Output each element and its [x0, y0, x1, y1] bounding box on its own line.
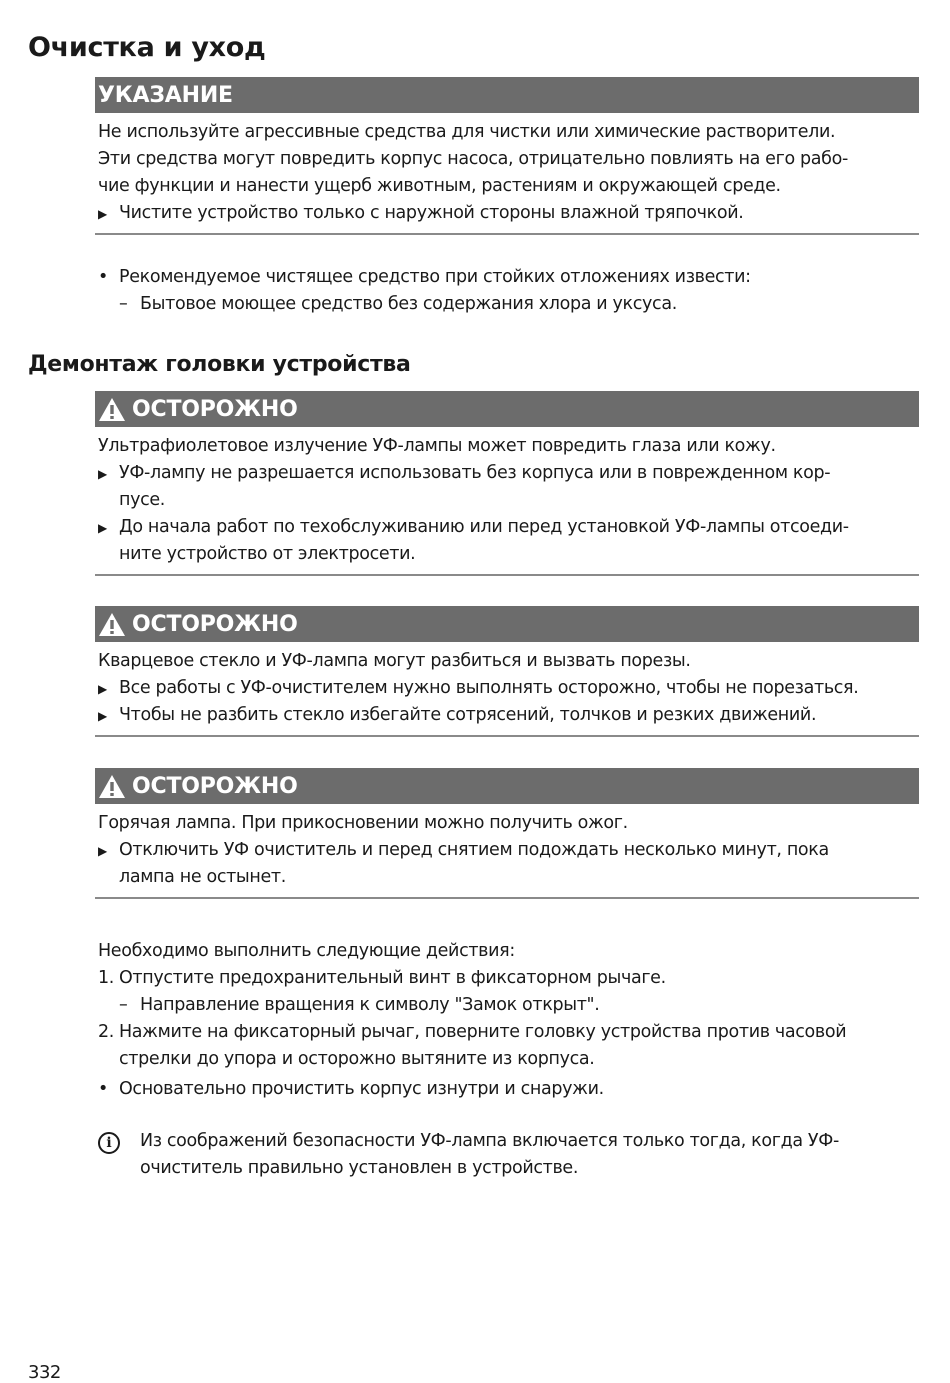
caution-header	[95, 606, 919, 642]
caution-header-text: ОСТОРОЖНО	[132, 611, 298, 637]
caution-action-text: Чтобы не разбить стекло избегайте сотрясений, толчков и резких движений.	[119, 705, 817, 725]
caution-line: Кварцевое стекло и УФ-лампа могут разбиться и вызвать порезы.	[98, 651, 691, 671]
steps-bullet-text: Основательно прочистить корпус изнутри и снаружи.	[119, 1079, 604, 1099]
step-item	[98, 965, 846, 992]
arrow-right-icon: ▶	[98, 844, 107, 858]
step-dash	[98, 992, 846, 1019]
steps-intro: Необходимо выполнить следующие действия:	[98, 941, 515, 961]
caution-action	[98, 837, 919, 891]
arrow-right-icon: ▶	[98, 521, 107, 535]
bullet-icon: •	[98, 1079, 108, 1099]
page-number: 332	[28, 1362, 61, 1383]
notice-action-text: Чистите устройство только с наружной стороны влажной тряпочкой.	[119, 203, 744, 223]
caution-action-line: ните устройство от электросети.	[119, 544, 416, 564]
steps-bullet	[98, 1076, 846, 1103]
caution-action-line: До начала работ по техобслуживанию или перед установкой УФ-лампы отсоеди-	[119, 517, 849, 537]
dash-icon: –	[119, 995, 128, 1015]
steps	[98, 938, 846, 1103]
caution-action	[98, 460, 919, 514]
caution-header	[95, 391, 919, 427]
notice-line: Не используйте агрессивные средства для чистки или химические растворители.	[98, 122, 836, 142]
page-title: Очистка и уход	[28, 32, 266, 63]
caution-action-line: лампа не остынет.	[119, 867, 286, 887]
caution-header-text: ОСТОРОЖНО	[132, 396, 298, 422]
caution-action-line: УФ-лампу не разрешается использовать без корпуса или в поврежденном кор-	[119, 463, 831, 483]
caution-box-uv	[95, 391, 919, 576]
notice-line: Эти средства могут повредить корпус насоса, отрицательно повлиять на его рабо-	[98, 149, 848, 169]
notice-action	[98, 200, 919, 227]
warning-icon	[98, 774, 126, 799]
recommend-dash-text: Бытовое моющее средство без содержания хлора и уксуса.	[140, 294, 677, 314]
caution-header-text: ОСТОРОЖНО	[132, 773, 298, 799]
caution-box-hot	[95, 768, 919, 899]
caution-line: Горячая лампа. При прикосновении можно получить ожог.	[98, 813, 628, 833]
info-row	[98, 1128, 839, 1182]
step-text-line: Нажмите на фиксаторный рычаг, поверните головку устройства против часовой	[119, 1022, 847, 1042]
info-note	[98, 1128, 839, 1182]
arrow-right-icon: ▶	[98, 467, 107, 481]
caution-header	[95, 768, 919, 804]
info-line: Из соображений безопасности УФ-лампа включается только тогда, когда УФ-	[140, 1131, 839, 1151]
notice-header: УКАЗАНИЕ	[95, 77, 919, 113]
step-number: 2.	[98, 1022, 114, 1042]
caution-action-line: Отключить УФ очиститель и перед снятием подождать несколько минут, пока	[119, 840, 829, 860]
caution-box-glass	[95, 606, 919, 737]
info-line: очиститель правильно установлен в устройстве.	[140, 1158, 579, 1178]
bullet-icon: •	[98, 267, 108, 287]
caution-action	[98, 514, 919, 568]
recommendation	[98, 264, 751, 318]
dash-icon: –	[119, 294, 128, 314]
arrow-right-icon: ▶	[98, 709, 107, 723]
caution-action	[98, 702, 919, 729]
caution-action	[98, 675, 919, 702]
step-text-line: стрелки до упора и осторожно вытяните из корпуса.	[119, 1049, 595, 1069]
recommend-bullet	[98, 264, 751, 291]
section-title: Демонтаж головки устройства	[28, 352, 411, 377]
step-dash-text: Направление вращения к символу "Замок открыт".	[140, 995, 600, 1015]
caution-action-line: пусе.	[119, 490, 165, 510]
step-item	[98, 1019, 846, 1073]
caution-line: Ультрафиолетовое излучение УФ-лампы может повредить глаза или кожу.	[98, 436, 776, 456]
step-number: 1.	[98, 968, 114, 988]
notice-line: чие функции и нанести ущерб животным, растениям и окружающей среде.	[98, 176, 781, 196]
arrow-right-icon: ▶	[98, 682, 107, 696]
caution-action-text: Все работы с УФ-очистителем нужно выполнять осторожно, чтобы не порезаться.	[119, 678, 859, 698]
recommend-dash	[98, 291, 751, 318]
info-icon: i	[98, 1132, 120, 1154]
step-text: Отпустите предохранительный винт в фиксаторном рычаге.	[119, 968, 666, 988]
arrow-right-icon: ▶	[98, 207, 107, 221]
warning-icon	[98, 612, 126, 637]
recommend-bullet-text: Рекомендуемое чистящее средство при стойких отложениях извести:	[119, 267, 751, 287]
notice-box	[95, 77, 919, 235]
warning-icon	[98, 397, 126, 422]
